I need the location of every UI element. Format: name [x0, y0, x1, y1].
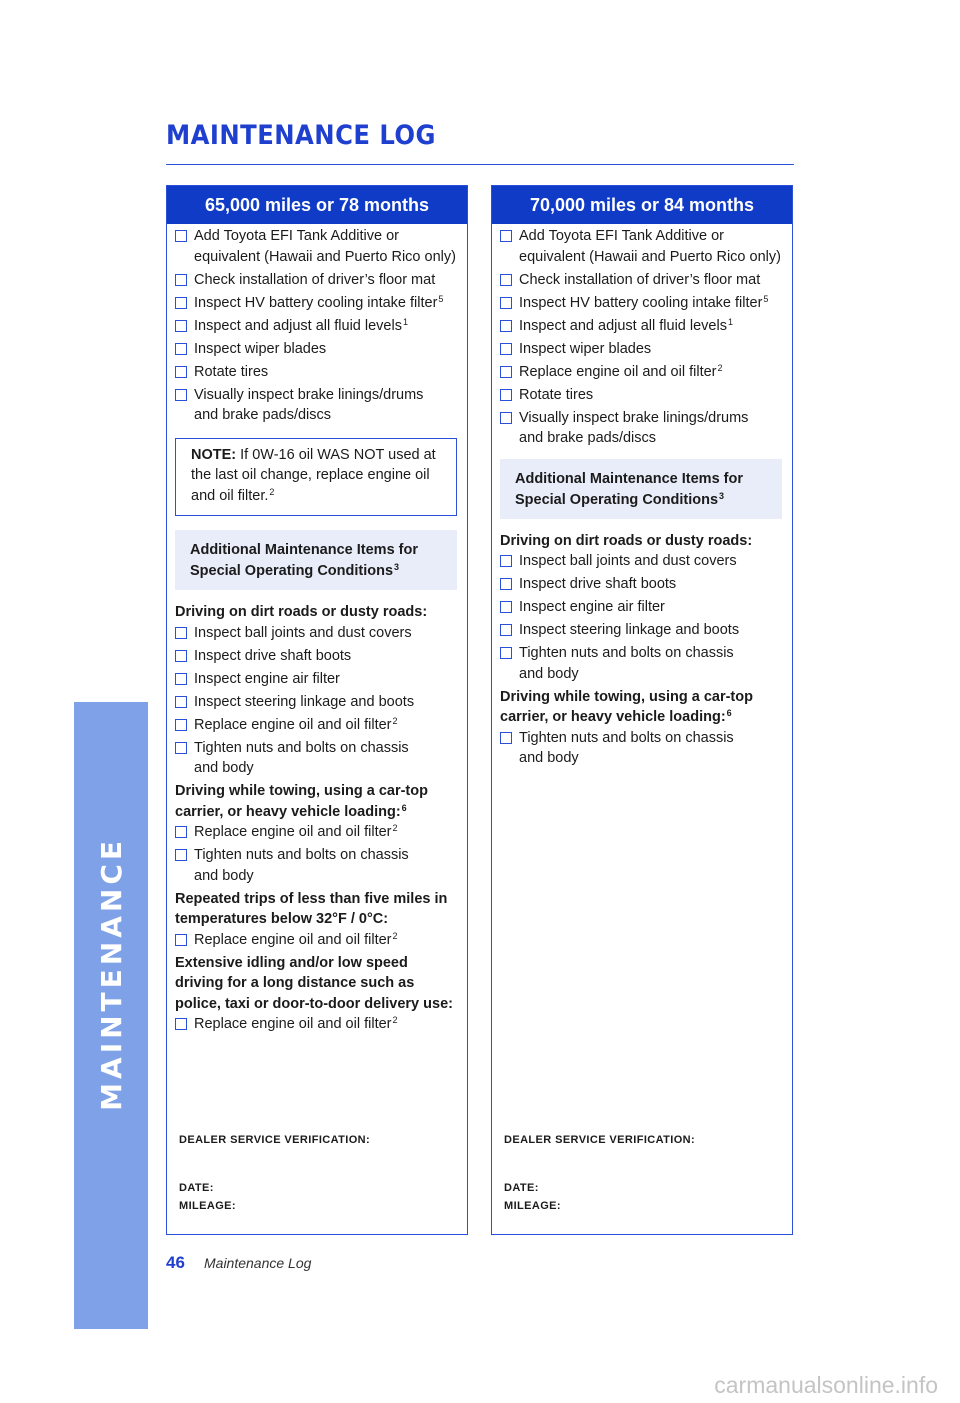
- additional-footnote: 3: [719, 490, 725, 501]
- note-footnote: 2: [269, 486, 275, 497]
- item-text: Inspect engine air filter: [519, 599, 665, 615]
- note-text: If 0W-16 oil WAS NOT used at the last oil change, replace engine oil and oil filter.: [191, 446, 436, 504]
- condition-heading: [500, 531, 782, 552]
- item-footnote: 5: [438, 293, 444, 304]
- item-footnote: 2: [717, 362, 723, 373]
- special-conditions: [175, 602, 457, 1035]
- checkbox[interactable]: [175, 320, 187, 332]
- special-conditions: [500, 531, 782, 769]
- checklist-item: [175, 316, 457, 337]
- checklist-item: [175, 822, 457, 843]
- additional-items-title: Additional Maintenance Items for Special Operating Conditions: [515, 470, 743, 508]
- checklist-item: [175, 362, 457, 383]
- condition-heading: [175, 602, 457, 623]
- item-text: Inspect ball joints and dust covers: [194, 624, 412, 641]
- item-text: Rotate tires: [519, 386, 594, 403]
- checklist-item: [500, 226, 782, 267]
- additional-items-title: Additional Maintenance Items for Special Operating Conditions: [190, 542, 418, 579]
- interval-card-65000: [166, 185, 468, 1235]
- condition-heading-text: Driving while towing, using a car-top carrier, or heavy vehicle loading:: [175, 783, 428, 820]
- checklist: [175, 226, 457, 426]
- checkbox[interactable]: [175, 366, 187, 378]
- item-text: Inspect and adjust all fluid levels: [194, 317, 402, 334]
- checkbox[interactable]: [500, 647, 512, 659]
- checklist-item: [500, 620, 782, 641]
- item-text: Check installation of driver’s floor mat: [519, 271, 761, 288]
- item-text: Inspect steering linkage and boots: [194, 693, 415, 710]
- checklist-item: [500, 339, 782, 360]
- checkbox[interactable]: [500, 601, 512, 613]
- mileage-label: MILEAGE:: [179, 1200, 236, 1212]
- checklist-item: [500, 597, 782, 618]
- item-text: Visually inspect brake linings/drums and brake pads/discs: [519, 409, 749, 446]
- checkbox[interactable]: [175, 274, 187, 286]
- checklist-item: [175, 623, 457, 644]
- checklist-item: [500, 385, 782, 406]
- date-label: DATE:: [179, 1182, 214, 1194]
- item-text: Tighten nuts and bolts on chassis and body: [194, 739, 409, 776]
- item-text: Rotate tires: [194, 363, 269, 380]
- item-footnote: 1: [727, 316, 733, 327]
- item-footnote: 2: [392, 1015, 398, 1025]
- checkbox[interactable]: [500, 412, 512, 424]
- item-footnote: 1: [402, 316, 408, 327]
- checklist-item: [500, 551, 782, 572]
- dealer-verification-label: DEALER SERVICE VERIFICATION:: [504, 1134, 696, 1146]
- title-divider: [166, 164, 794, 165]
- dealer-verification-label: DEALER SERVICE VERIFICATION:: [179, 1134, 371, 1146]
- checkbox[interactable]: [175, 849, 187, 861]
- item-text: Tighten nuts and bolts on chassis and body: [194, 847, 409, 884]
- item-text: Tighten nuts and bolts on chassis and body: [519, 645, 734, 682]
- item-text: Inspect engine air filter: [194, 670, 340, 687]
- checklist: [500, 226, 782, 449]
- checkbox[interactable]: [175, 696, 187, 708]
- mileage-label: MILEAGE:: [504, 1200, 561, 1212]
- checklist-item: [175, 1014, 457, 1035]
- item-text: Inspect wiper blades: [194, 340, 327, 357]
- condition-heading: [500, 687, 782, 728]
- interval-header: 70,000 miles or 84 months: [492, 186, 792, 224]
- checklist-item: [175, 692, 457, 713]
- checkbox[interactable]: [175, 742, 187, 754]
- sidebar-label: MAINTENANCE: [94, 837, 128, 1111]
- checkbox[interactable]: [175, 297, 187, 309]
- checkbox[interactable]: [500, 297, 512, 309]
- interval-header: 65,000 miles or 78 months: [167, 186, 467, 224]
- additional-footnote: 3: [394, 562, 400, 572]
- checklist-item: [175, 339, 457, 360]
- checklist-item: [500, 574, 782, 595]
- item-footnote: 2: [392, 930, 398, 941]
- condition-footnote: 6: [726, 708, 732, 718]
- item-text: Inspect wiper blades: [519, 340, 652, 357]
- checkbox[interactable]: [500, 389, 512, 401]
- checklist-item: [175, 845, 457, 886]
- checkbox[interactable]: [175, 343, 187, 355]
- condition-heading-text: Repeated trips of less than five miles in temperatures below 32°F / 0°C:: [175, 890, 448, 927]
- oil-note: [175, 438, 457, 517]
- page-number: 46: [166, 1253, 185, 1272]
- checkbox[interactable]: [500, 274, 512, 286]
- item-text: Inspect ball joints and dust covers: [519, 553, 737, 569]
- checklist-item: [175, 646, 457, 667]
- checkbox[interactable]: [500, 320, 512, 332]
- item-text: Add Toyota EFI Tank Additive or equivalent (Hawaii and Puerto Rico only): [519, 228, 781, 265]
- additional-items-box: [175, 530, 457, 590]
- item-text: Replace engine oil and oil filter: [194, 931, 392, 948]
- checklist-item: [175, 293, 457, 314]
- checkbox[interactable]: [500, 578, 512, 590]
- interval-card-70000: [491, 185, 793, 1235]
- condition-heading: [175, 781, 457, 822]
- date-label: DATE:: [504, 1182, 539, 1194]
- item-text: Add Toyota EFI Tank Additive or equivalent (Hawaii and Puerto Rico only): [194, 228, 456, 265]
- checklist-item: [175, 270, 457, 291]
- checkbox[interactable]: [175, 826, 187, 838]
- item-footnote: 5: [763, 293, 769, 304]
- item-text: Replace engine oil and oil filter: [194, 824, 392, 840]
- condition-heading-text: Driving on dirt roads or dusty roads:: [175, 604, 428, 620]
- checkbox[interactable]: [500, 343, 512, 355]
- checklist-item: [175, 226, 457, 267]
- checklist-item: [500, 293, 782, 314]
- condition-heading-text: Driving on dirt roads or dusty roads:: [500, 532, 753, 549]
- checklist-item: [500, 643, 782, 684]
- checklist-item: [175, 930, 457, 951]
- checkbox[interactable]: [175, 1018, 187, 1030]
- checklist-item: [500, 408, 782, 449]
- condition-heading-text: Driving while towing, using a car-top carrier, or heavy vehicle loading:: [500, 688, 753, 725]
- page-title: MAINTENANCE LOG: [166, 120, 436, 151]
- checkbox[interactable]: [175, 230, 187, 242]
- item-text: Inspect HV battery cooling intake filter: [519, 294, 763, 311]
- sidebar-label-wrap: [74, 702, 148, 1329]
- item-text: Tighten nuts and bolts on chassis and body: [519, 729, 734, 766]
- card-body: [492, 224, 792, 769]
- item-footnote: 2: [392, 715, 398, 726]
- checkbox[interactable]: [175, 934, 187, 946]
- note-label: NOTE:: [191, 446, 237, 463]
- checklist-item: [500, 362, 782, 383]
- checkbox[interactable]: [175, 650, 187, 662]
- checkbox[interactable]: [500, 366, 512, 378]
- footer-section-title: Maintenance Log: [204, 1255, 312, 1271]
- item-text: Replace engine oil and oil filter: [194, 1016, 392, 1032]
- additional-items-box: [500, 459, 782, 519]
- checklist-item: [500, 270, 782, 291]
- checkbox[interactable]: [175, 389, 187, 401]
- item-text: Replace engine oil and oil filter: [519, 363, 717, 380]
- checkbox[interactable]: [175, 627, 187, 639]
- checkbox[interactable]: [500, 230, 512, 242]
- checkbox[interactable]: [500, 555, 512, 567]
- item-text: Inspect HV battery cooling intake filter: [194, 294, 438, 311]
- checklist-item: [175, 715, 457, 736]
- item-text: Visually inspect brake linings/drums and brake pads/discs: [194, 386, 424, 423]
- checkbox[interactable]: [500, 732, 512, 744]
- checkbox[interactable]: [175, 673, 187, 685]
- checkbox[interactable]: [175, 719, 187, 731]
- item-text: Inspect drive shaft boots: [194, 647, 352, 664]
- checkbox[interactable]: [500, 624, 512, 636]
- item-text: Inspect steering linkage and boots: [519, 622, 740, 638]
- condition-heading: [175, 889, 457, 930]
- condition-heading: [175, 953, 457, 1015]
- condition-footnote: 6: [401, 802, 407, 813]
- checklist-item: [500, 728, 782, 769]
- checklist-item: [500, 316, 782, 337]
- checklist-item: [175, 669, 457, 690]
- item-text: Check installation of driver’s floor mat: [194, 271, 436, 288]
- condition-heading-text: Extensive idling and/or low speed driving for a long distance such as police, taxi or door-to-door delivery use:: [175, 954, 453, 1012]
- item-text: Inspect drive shaft boots: [519, 576, 677, 592]
- item-text: Replace engine oil and oil filter: [194, 716, 392, 733]
- item-footnote: 2: [392, 823, 398, 833]
- watermark: carmanualsonline.info: [714, 1372, 938, 1398]
- checklist-item: [175, 385, 457, 426]
- item-text: Inspect and adjust all fluid levels: [519, 317, 727, 334]
- card-body: [167, 224, 467, 1035]
- checklist-item: [175, 738, 457, 779]
